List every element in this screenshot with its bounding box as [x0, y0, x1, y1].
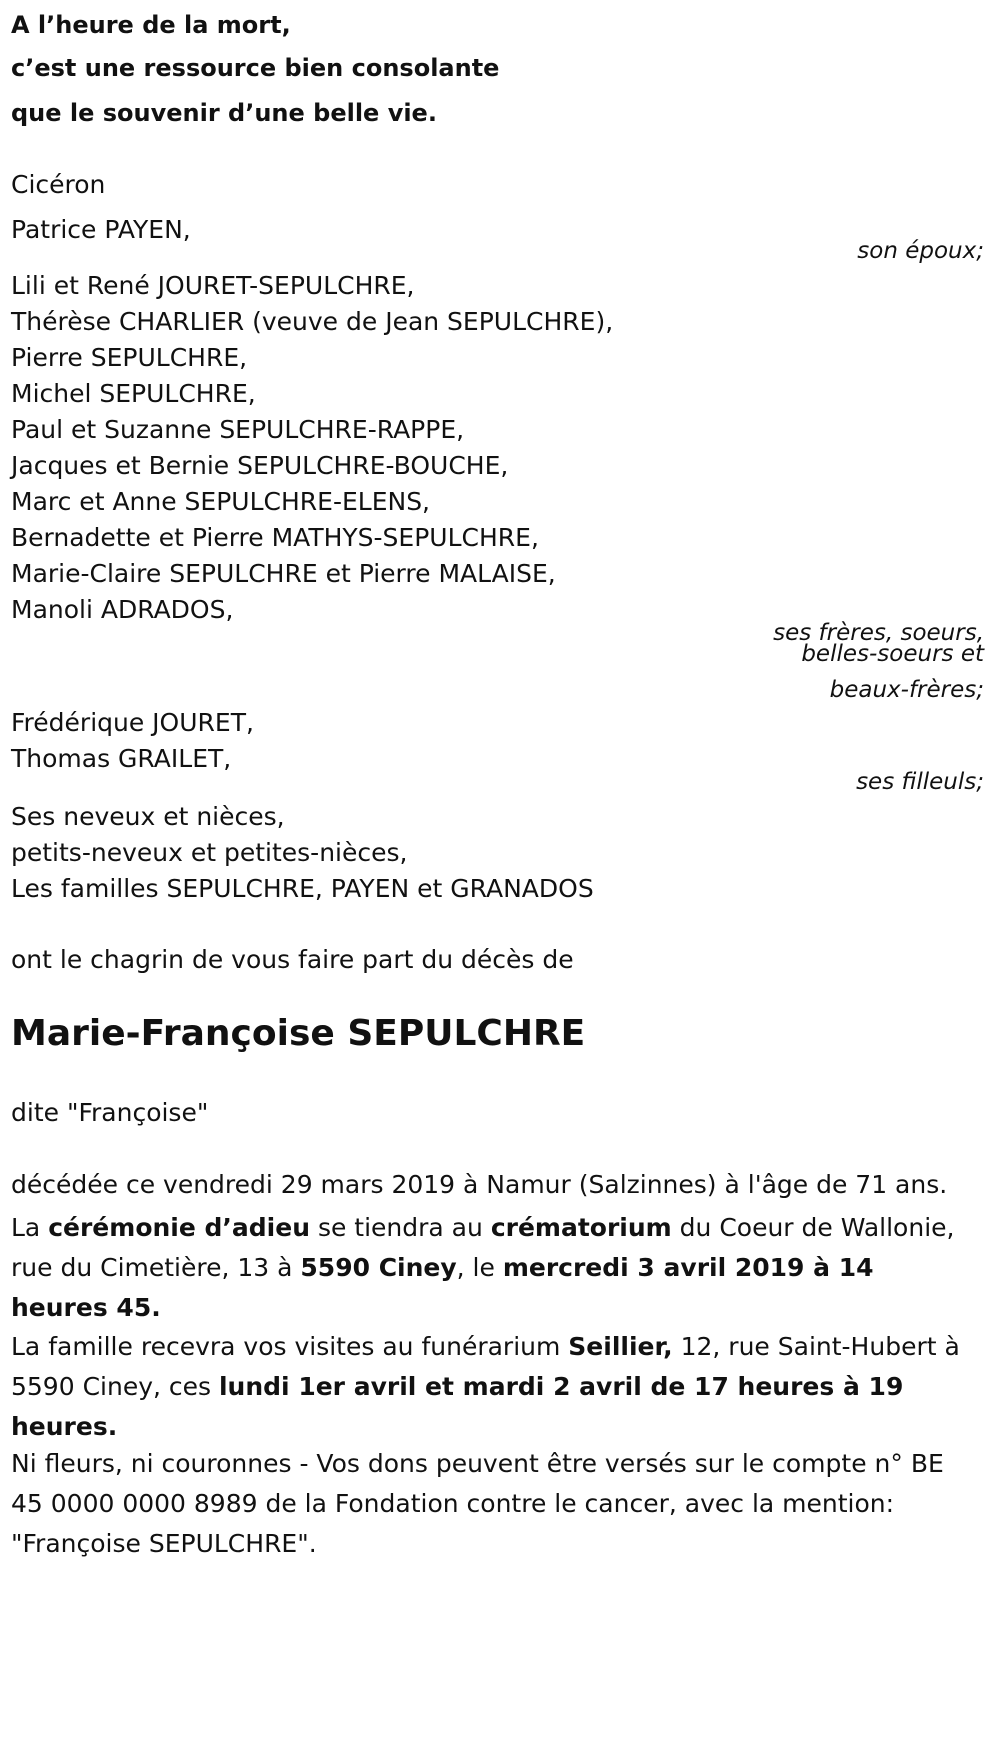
visits-emphasis: Seillier,	[568, 1332, 673, 1361]
sibling-name: Marc et Anne SEPULCHRE-ELENS,	[11, 487, 431, 516]
sibling-name: Michel SEPULCHRE,	[11, 379, 256, 408]
sibling-name: Marie-Claire SEPULCHRE et Pierre MALAISE,	[11, 559, 556, 588]
siblings-relation-line-2: belles-soeurs et	[801, 641, 984, 667]
visits-paragraph	[11, 1327, 971, 1447]
family-line: petits-neveux et petites-nièces,	[11, 838, 408, 867]
ceremony-text: La	[11, 1213, 49, 1242]
family-line: Ses neveux et nièces,	[11, 802, 285, 831]
sibling-name: Lili et René JOURET-SEPULCHRE,	[11, 271, 415, 300]
family-line: Les familles SEPULCHRE, PAYEN et GRANADOS	[11, 874, 594, 903]
siblings-relation-line-1: ses frères, soeurs,	[773, 620, 984, 646]
announcement: ont le chagrin de vous faire part du décès de	[11, 945, 574, 974]
quote-line-2: c’est une ressource bien consolante	[11, 54, 500, 82]
death-details: décédée ce vendredi 29 mars 2019 à Namur (Salzinnes) à l'âge de 71 ans.	[11, 1170, 948, 1199]
quote-author: Cicéron	[11, 170, 106, 199]
ceremony-paragraph	[11, 1208, 971, 1328]
ceremony-emphasis: 5590 Ciney	[300, 1253, 457, 1282]
ceremony-text: , le	[456, 1253, 503, 1282]
donations-paragraph: Ni fleurs, ni couronnes - Vos dons peuvent être versés sur le compte n° BE 45 0000 0000 8989 de la Fondation contre le cancer, avec la mention: "Françoise SEPULCHRE".	[11, 1449, 944, 1558]
visits-text: 12, rue Saint-Hubert à 5590 Ciney, ces	[11, 1332, 960, 1401]
sibling-name: Pierre SEPULCHRE,	[11, 343, 248, 372]
spouse-relation: son époux;	[857, 238, 984, 264]
sibling-name: Bernadette et Pierre MATHYS-SEPULCHRE,	[11, 523, 539, 552]
quote-line-1: A l’heure de la mort,	[11, 11, 291, 39]
ceremony-emphasis: mercredi 3 avril 2019 à 14 heures 45.	[11, 1253, 874, 1322]
visits-text: La famille recevra vos visites au funérarium	[11, 1332, 569, 1361]
sibling-name: Thérèse CHARLIER (veuve de Jean SEPULCHRE),	[11, 307, 614, 336]
ceremony-emphasis: cérémonie d’adieu	[48, 1213, 310, 1242]
deceased-nickname: dite "Françoise"	[11, 1098, 209, 1127]
spouse-name: Patrice PAYEN,	[11, 215, 191, 244]
godchildren-relation: ses filleuls;	[856, 769, 984, 795]
ceremony-emphasis: crématorium	[490, 1213, 672, 1242]
visits-emphasis: lundi 1er avril et mardi 2 avril de 17 heures à 19 heures.	[11, 1372, 904, 1441]
deceased-name: Marie-Françoise SEPULCHRE	[11, 1013, 586, 1054]
godchild-name: Frédérique JOURET,	[11, 708, 254, 737]
ceremony-text: du Coeur de Wallonie, rue du Cimetière, 13 à	[11, 1213, 955, 1282]
ceremony-text: se tiendra au	[310, 1213, 491, 1242]
siblings-relation-line-3: beaux-frères;	[829, 677, 984, 703]
quote-line-3: que le souvenir d’une belle vie.	[11, 99, 437, 127]
sibling-name: Paul et Suzanne SEPULCHRE-RAPPE,	[11, 415, 465, 444]
godchild-name: Thomas GRAILET,	[11, 744, 232, 773]
sibling-name: Manoli ADRADOS,	[11, 595, 234, 624]
sibling-name: Jacques et Bernie SEPULCHRE-BOUCHE,	[11, 451, 509, 480]
